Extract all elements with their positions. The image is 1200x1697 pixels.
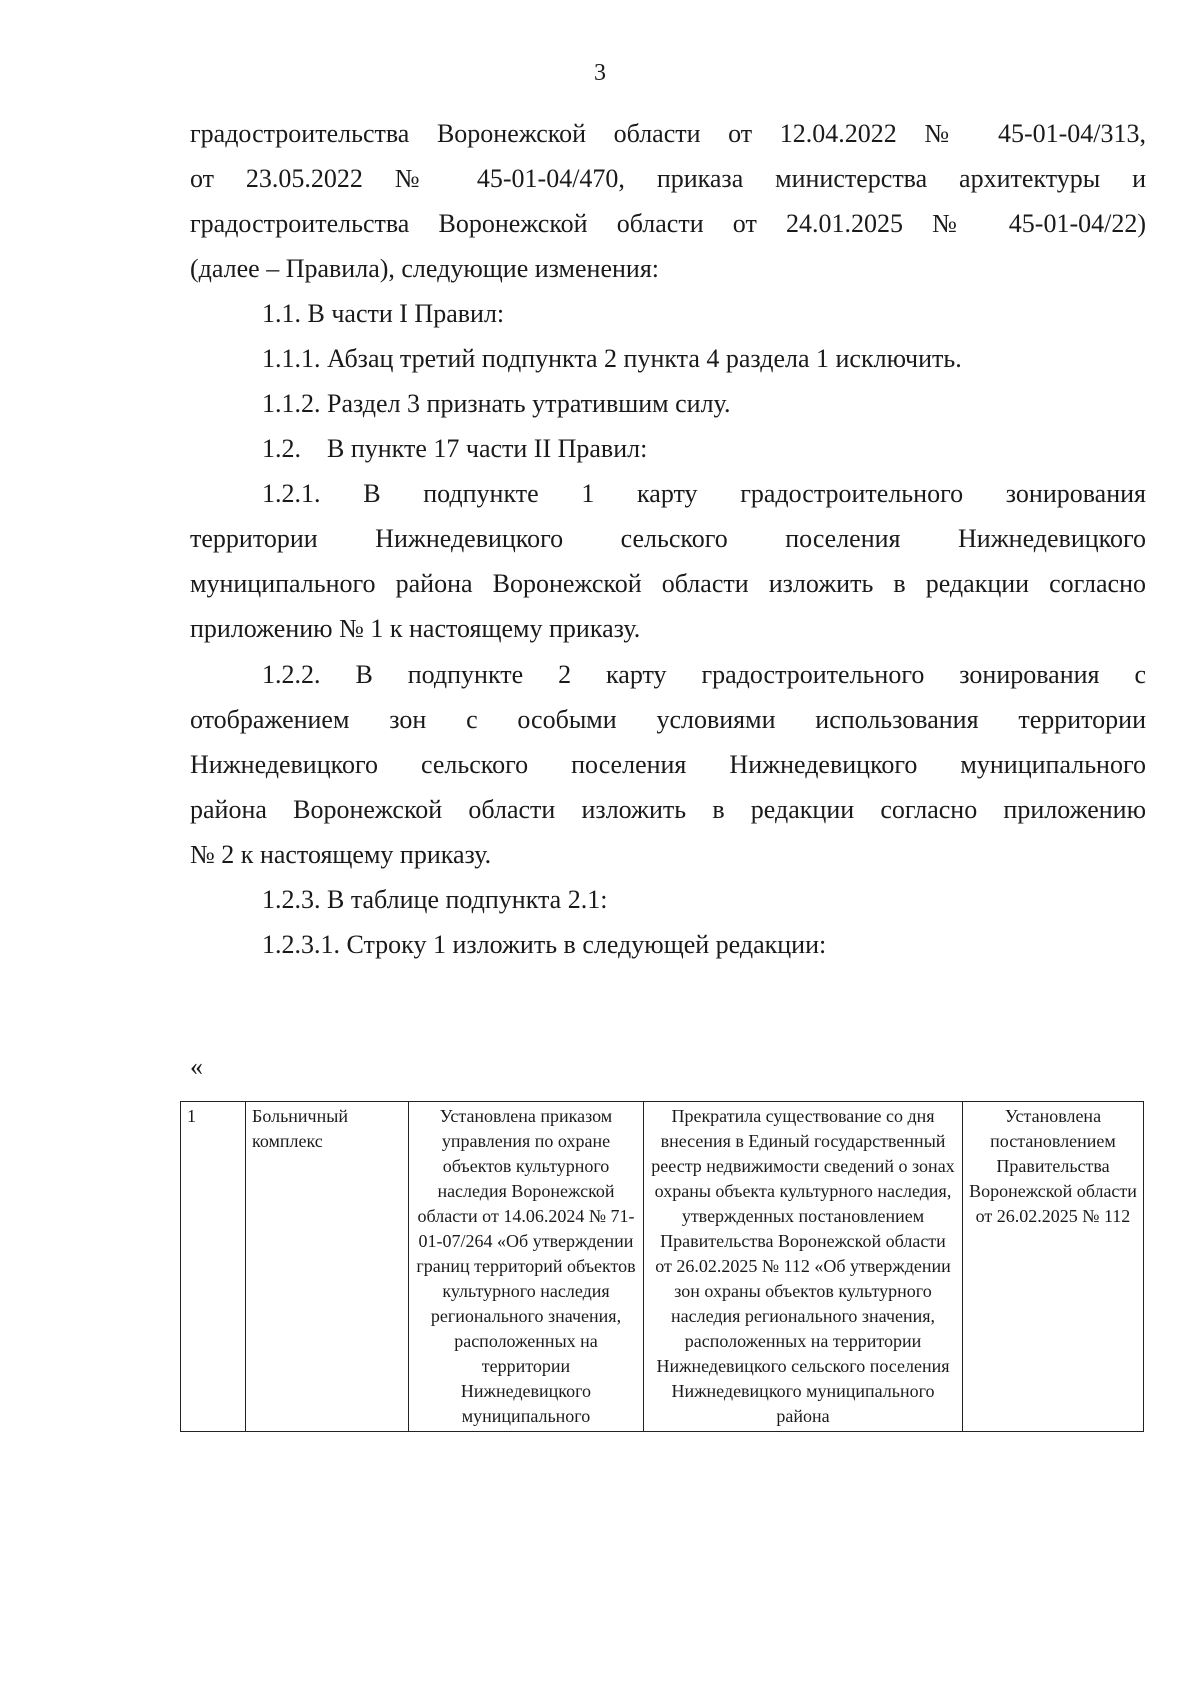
- text-line: № 2 к настоящему приказу.: [190, 840, 492, 869]
- cell-new-basis: Установлена постановлением Правительства Воронежской области от 26.02.2025 № 112: [963, 1102, 1144, 1432]
- text-line: градостроительства Воронежской области от 24.01.2025 № 45-01-04/22): [190, 209, 1146, 238]
- text-line: градостроительства Воронежской области от 12.04.2022 № 45-01-04/313,: [190, 119, 1146, 148]
- opening-quote: «: [190, 1052, 203, 1081]
- table-row: [181, 1102, 1144, 1432]
- clause-1-2: 1.2. В пункте 17 части II Правил:: [262, 434, 648, 463]
- clause-1-2-3-1: 1.2.3.1. Строку 1 изложить в следующей редакции:: [262, 930, 827, 959]
- text-line: территории Нижнедевицкого сельского поселения Нижнедевицкого: [190, 524, 1146, 553]
- clause-1-1: 1.1. В части I Правил:: [262, 299, 505, 328]
- text-line: района Воронежской области изложить в редакции согласно приложению: [190, 795, 1146, 824]
- page-number: 3: [594, 60, 606, 86]
- cell-object-name: Больничный комплекс: [246, 1102, 409, 1432]
- text-line: отображением зон с особыми условиями использования территории: [190, 705, 1146, 734]
- cell-number: 1: [181, 1102, 246, 1432]
- clause-1-2-2: 1.2.2. В подпункте 2 карту градостроительного зонирования с: [262, 660, 1146, 689]
- cell-terminated: Прекратила существование со дня внесения в Единый государственный реестр недвижимости сведений о зонах охраны объекта культурного наследия, утвержденных постановлением Правительства Воронежской области от 26.02.2025 № 112 «Об утверждении зон охраны объектов культурного наследия регионального значения, расположенных на территории Нижнедевицкого сельского поселения Нижнедевицкого муниципального района: [644, 1102, 963, 1432]
- text-line: (далее – Правила), следующие изменения:: [190, 254, 660, 283]
- clause-1-2-3: 1.2.3. В таблице подпункта 2.1:: [262, 885, 608, 914]
- text-line: от 23.05.2022 № 45-01-04/470, приказа министерства архитектуры и: [190, 164, 1146, 193]
- text-line: приложению № 1 к настоящему приказу.: [190, 614, 641, 643]
- clause-1-2-1: 1.2.1. В подпункте 1 карту градостроительного зонирования: [262, 479, 1146, 508]
- amendment-table: [180, 1101, 1144, 1432]
- clause-1-1-2: 1.1.2. Раздел 3 признать утратившим силу.: [262, 389, 731, 418]
- clause-1-1-1: 1.1.1. Абзац третий подпункта 2 пункта 4 раздела 1 исключить.: [262, 344, 962, 373]
- text-line: Нижнедевицкого сельского поселения Нижнедевицкого муниципального: [190, 750, 1146, 779]
- text-line: муниципального района Воронежской области изложить в редакции согласно: [190, 569, 1146, 598]
- cell-established-by: Установлена приказом управления по охране объектов культурного наследия Воронежской области от 14.06.2024 № 71-01-07/264 «Об утверждении границ территорий объектов культурного наследия регионального значения, расположенных на территории Нижнедевицкого муниципального: [409, 1102, 644, 1432]
